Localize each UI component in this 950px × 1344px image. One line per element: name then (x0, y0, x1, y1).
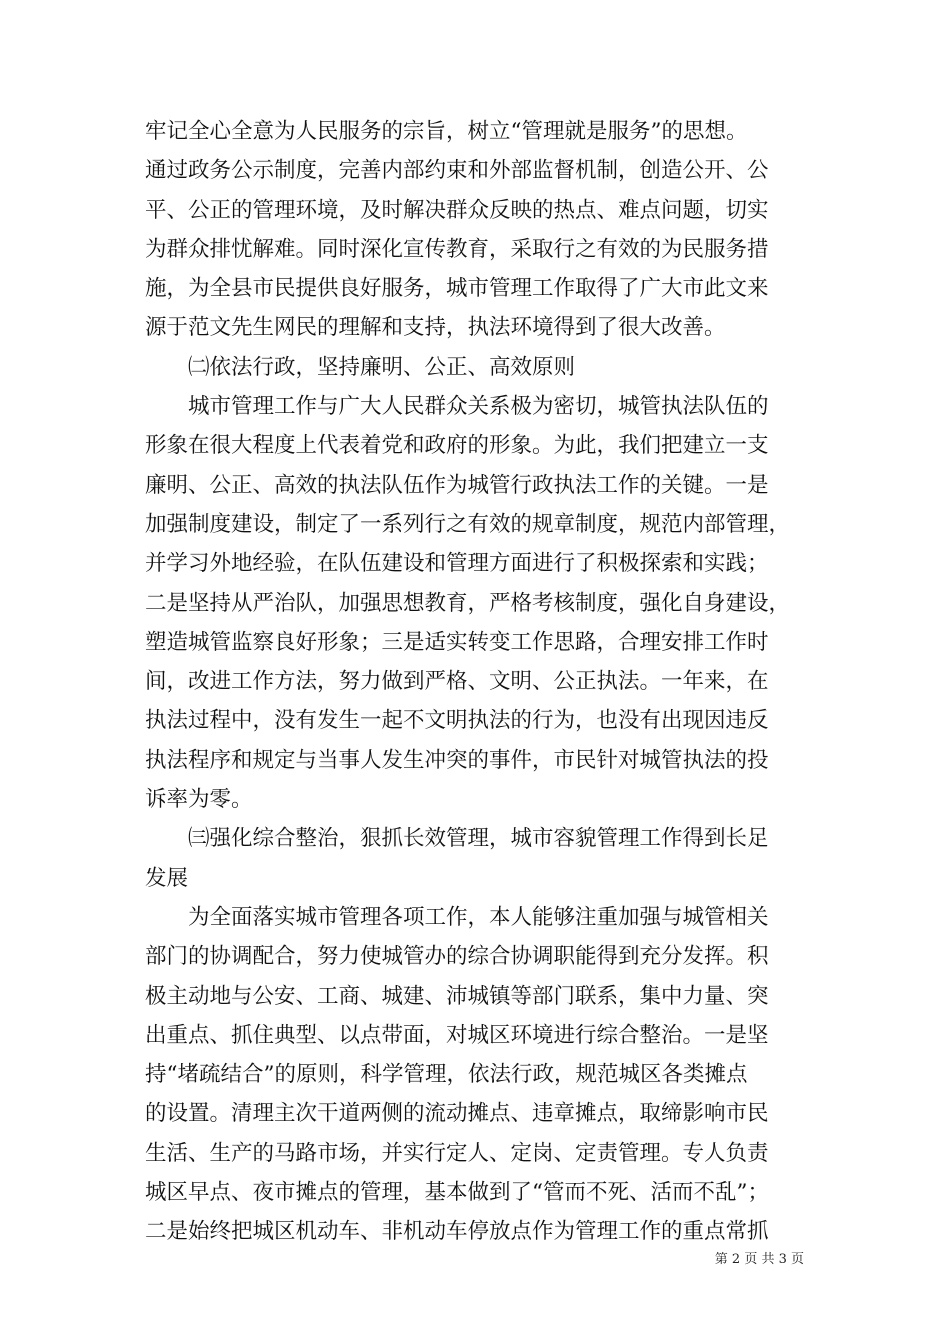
text-line: 为全面落实城市管理各项工作，本人能够注重加强与城管相关 (188, 904, 769, 930)
text-line: 施，为全县市民提供良好服务，城市管理工作取得了广大市此文来 (145, 276, 769, 302)
section-heading-continued: 发展 (145, 865, 189, 891)
text-line: 塑造城管监察良好形象；三是适实转变工作思路，合理安排工作时 (145, 629, 769, 655)
text-line: 执法过程中，没有发生一起不文明执法的行为，也没有出现因违反 (145, 708, 769, 734)
text-line: 持“堵疏结合”的原则，科学管理，依法行政，规范城区各类摊点 (145, 1062, 748, 1088)
text-line: 为群众排忧解难。同时深化宣传教育，采取行之有效的为民服务措 (145, 236, 769, 262)
text-line: 执法程序和规定与当事人发生冲突的事件，市民针对城管执法的投 (145, 747, 769, 773)
text-line: 诉率为零。 (145, 787, 253, 813)
text-line: 通过政务公示制度，完善内部约束和外部监督机制，创造公开、公 (145, 158, 769, 184)
text-line: 极主动地与公安、工商、城建、沛城镇等部门联系，集中力量、突 (145, 983, 769, 1009)
text-line: 形象在很大程度上代表着党和政府的形象。为此，我们把建立一支 (145, 433, 769, 459)
text-line: 城市管理工作与广大人民群众关系极为密切，城管执法队伍的 (188, 394, 769, 420)
text-line: 间，改进工作方法，努力做到严格、文明、公正执法。一年来，在 (145, 669, 769, 695)
text-line: 生活、生产的马路市场，并实行定人、定岗、定责管理。专人负责 (145, 1140, 769, 1166)
page-number: 第 2 页 共 3 页 (714, 1252, 804, 1267)
text-line: 城区早点、夜市摊点的管理，基本做到了“管而不死、活而不乱”； (145, 1180, 769, 1206)
text-line: 出重点、抓住典型、以点带面，对城区环境进行综合整治。一是坚 (145, 1022, 769, 1048)
text-line: 的设置。清理主次干道两侧的流动摊点、违章摊点，取缔影响市民 (145, 1101, 769, 1127)
section-heading: ㈢强化综合整治，狠抓长效管理，城市容貌管理工作得到长足 (188, 826, 769, 852)
text-line: 部门的协调配合，努力使城管办的综合协调职能得到充分发挥。积 (145, 944, 769, 970)
text-line: 二是坚持从严治队，加强思想教育，严格考核制度，强化自身建设， (145, 590, 791, 616)
text-line: 二是始终把城区机动车、非机动车停放点作为管理工作的重点常抓 (145, 1219, 769, 1245)
text-line: 并学习外地经验，在队伍建设和管理方面进行了积极探索和实践； (145, 551, 769, 577)
text-line: 平、公正的管理环境，及时解决群众反映的热点、难点问题，切实 (145, 197, 769, 223)
section-heading: ㈡依法行政，坚持廉明、公正、高效原则 (188, 354, 576, 380)
text-line: 源于范文先生网民的理解和支持，执法环境得到了很大改善。 (145, 315, 726, 341)
text-line: 加强制度建设，制定了一系列行之有效的规章制度，规范内部管理， (145, 511, 791, 537)
text-line: 牢记全心全意为人民服务的宗旨，树立“管理就是服务”的思想。 (145, 119, 748, 144)
document-body (145, 112, 810, 1252)
text-line: 廉明、公正、高效的执法队伍作为城管行政执法工作的关键。一是 (145, 472, 769, 498)
